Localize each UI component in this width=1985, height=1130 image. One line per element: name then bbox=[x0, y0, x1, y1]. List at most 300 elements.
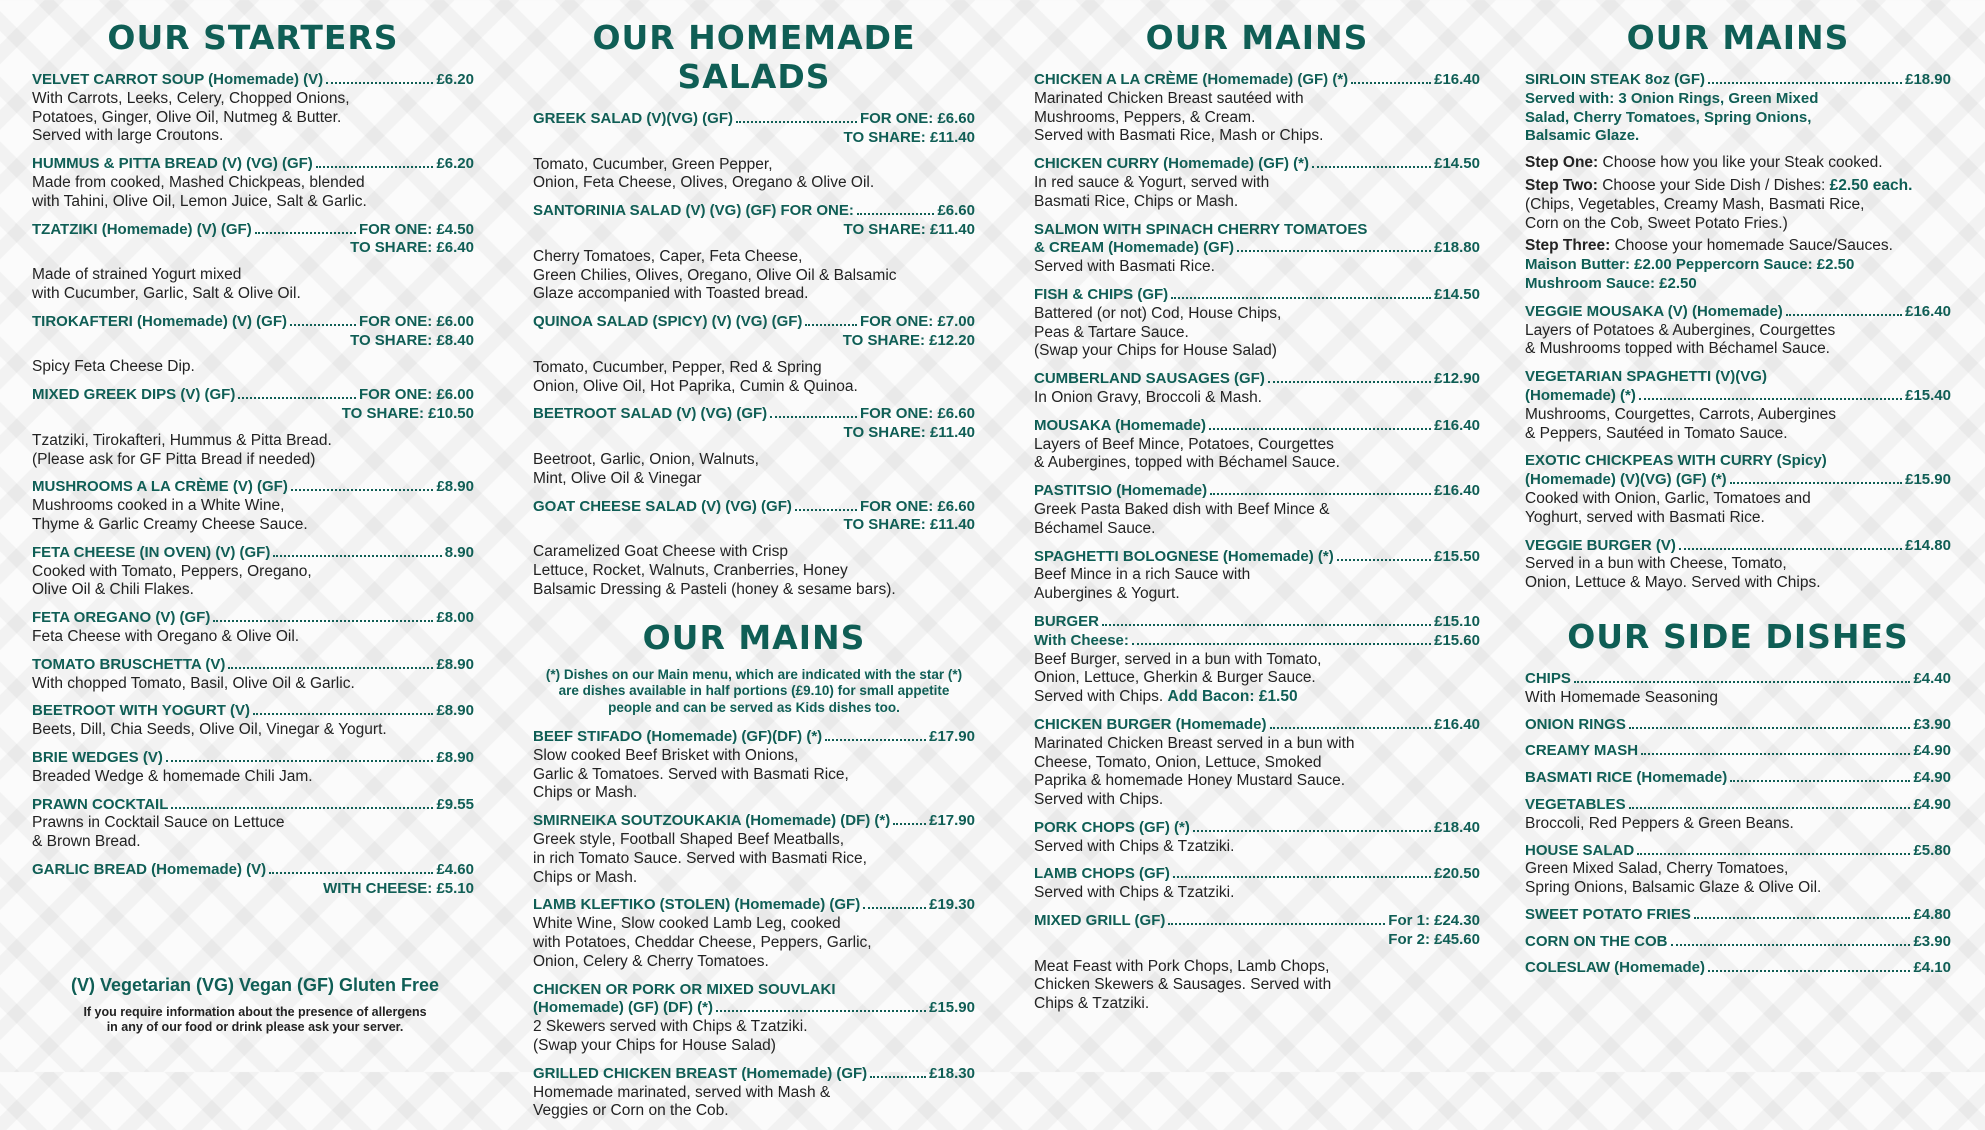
item-name-row bbox=[533, 999, 975, 1018]
item-price: £4.90 bbox=[1913, 742, 1951, 760]
item-description bbox=[533, 747, 975, 803]
item-name: PRAWN COCKTAIL bbox=[32, 795, 169, 813]
item-price: £19.30 bbox=[929, 896, 975, 914]
item-name: MUSHROOMS A LA CRÈME (V) (GF) bbox=[32, 478, 288, 496]
item-name-line: EXOTIC CHICKPEAS WITH CURRY (Spicy) bbox=[1525, 452, 1827, 470]
dot-leader bbox=[1168, 923, 1385, 925]
steak-step-two bbox=[1525, 177, 1951, 233]
section-title-mains-b: OUR MAINS bbox=[1145, 18, 1369, 57]
item-name: BEETROOT WITH YOGURT (V) bbox=[32, 702, 251, 720]
item-name-row bbox=[32, 749, 474, 768]
description-text: Served with Chips & Tzatziki. bbox=[1034, 884, 1235, 902]
dot-leader bbox=[1210, 493, 1431, 495]
column-salads-mains bbox=[533, 18, 975, 1130]
menu-item bbox=[32, 313, 474, 377]
description-text: Cooked with Onion, Garlic, Tomatoes and Yoghurt, served with Basmati Rice. bbox=[1525, 489, 1811, 526]
item-price: £4.10 bbox=[1913, 959, 1951, 977]
item-description bbox=[32, 814, 474, 852]
steak-step-three bbox=[1525, 237, 1951, 293]
item-price: £6.20 bbox=[436, 155, 474, 173]
item-name: TOMATO BRUSCHETTA (V) bbox=[32, 655, 226, 673]
dot-leader bbox=[1730, 780, 1910, 782]
item-name-row bbox=[1525, 387, 1951, 406]
item-name: BEEF STIFADO (Homemade) (GF)(DF) (*) bbox=[533, 728, 823, 746]
item-price: £6.20 bbox=[436, 71, 474, 88]
menu-item bbox=[32, 221, 474, 304]
item-name: PORK CHOPS (GF) (*) bbox=[1034, 818, 1190, 836]
menu-item bbox=[1034, 370, 1480, 408]
item-name-row bbox=[1525, 796, 1951, 815]
item-name: SANTORINIA SALAD (V) (VG) (GF) FOR ONE: bbox=[533, 202, 854, 220]
item-description bbox=[1034, 90, 1480, 146]
item-name-row bbox=[1034, 819, 1480, 838]
variant-price: £15.60 bbox=[1434, 631, 1480, 649]
steak-item bbox=[1525, 71, 1951, 294]
item-name-row bbox=[1034, 548, 1480, 567]
item-name-row bbox=[1034, 71, 1480, 90]
item-price: £8.90 bbox=[436, 702, 474, 720]
item-name: CHIPS bbox=[1525, 669, 1571, 687]
dot-leader bbox=[228, 667, 433, 669]
dot-leader bbox=[213, 620, 433, 622]
item-name: CHICKEN CURRY (Homemade) (GF) (*) bbox=[1034, 155, 1310, 173]
item-description bbox=[1034, 884, 1480, 903]
item-name-row bbox=[32, 313, 474, 332]
item-description bbox=[1525, 689, 1951, 708]
item-description bbox=[1034, 305, 1480, 361]
item-price: For 1: £24.30 bbox=[1388, 912, 1480, 930]
section-title-salads: OUR HOMEMADE SALADS bbox=[592, 18, 916, 96]
item-name: GREEK SALAD (V)(VG) (GF) bbox=[533, 110, 733, 127]
item-name-row bbox=[1525, 716, 1951, 735]
description-text: Marinated Chicken Breast sautéed with Mushrooms, Peppers, & Cream. Served with Basmati Rice, Mash or Chips. bbox=[1034, 89, 1324, 145]
description-text: Beef Burger, served in a bun with Tomato, Onion, Lettuce, Gherkin & Burger Sauce. Served with Chips. bbox=[1034, 650, 1322, 706]
dot-leader bbox=[1786, 314, 1902, 316]
description-text: Prawns in Cocktail Sauce on Lettuce & Brown Bread. bbox=[32, 814, 285, 851]
description-text: Green Mixed Salad, Cherry Tomatoes, Spring Onions, Balsamic Glaze & Olive Oil. bbox=[1525, 860, 1822, 897]
dot-leader bbox=[273, 555, 441, 557]
column-mains-b bbox=[1034, 18, 1480, 1023]
description-text: Breaded Wedge & homemade Chili Jam. bbox=[32, 767, 313, 785]
steak-sauces: Maison Butter: £2.00 Peppercorn Sauce: £2.50 Mushroom Sauce: £2.50 bbox=[1525, 256, 1855, 292]
item-price: £18.90 bbox=[1905, 71, 1951, 88]
item-name-row bbox=[1034, 482, 1480, 501]
description-text: Served with Basmati Rice. bbox=[1034, 258, 1215, 276]
item-price: £4.80 bbox=[1913, 905, 1951, 923]
item-name-line: CHICKEN OR PORK OR MIXED SOUVLAKI bbox=[533, 980, 836, 998]
item-name: GRILLED CHICKEN BREAST (Homemade) (GF) bbox=[533, 1064, 868, 1082]
menu-item bbox=[32, 702, 474, 740]
step-text: Choose how you like your Steak cooked. bbox=[1598, 154, 1883, 172]
dot-leader bbox=[1629, 727, 1911, 729]
item-name: VELVET CARROT SOUP (Homemade) (V) bbox=[32, 71, 324, 88]
description-text: Served with Chips & Tzatziki. bbox=[1034, 837, 1235, 855]
item-price: FOR ONE: £6.60 bbox=[859, 497, 975, 515]
item-price: £14.50 bbox=[1434, 155, 1480, 173]
step-label: Step Three: bbox=[1525, 237, 1611, 255]
description-text: Mushrooms, Courgettes, Carrots, Aubergines & Peppers, Sautéed in Tomato Sauce. bbox=[1525, 405, 1836, 442]
item-price: £8.90 bbox=[436, 655, 474, 673]
item-price: £4.60 bbox=[436, 860, 474, 878]
dot-leader bbox=[1708, 82, 1902, 84]
dot-leader bbox=[857, 213, 935, 215]
dot-leader bbox=[1193, 830, 1431, 832]
item-description bbox=[32, 721, 474, 740]
item-name-row bbox=[1525, 933, 1951, 952]
description-text: Beets, Dill, Chia Seeds, Olive Oil, Vinegar & Yogurt. bbox=[32, 721, 387, 739]
description-text: Feta Cheese with Oregano & Olive Oil. bbox=[32, 627, 300, 645]
item-price: £4.90 bbox=[1913, 769, 1951, 787]
menu-item bbox=[1525, 906, 1951, 925]
item-name-line: VEGETARIAN SPAGHETTI (V)(VG) bbox=[1525, 368, 1767, 386]
menu-item bbox=[533, 896, 975, 971]
dot-leader bbox=[238, 397, 356, 399]
item-share-price: TO SHARE: £12.20 bbox=[842, 331, 975, 349]
item-price: £16.40 bbox=[1434, 416, 1480, 434]
description-text: Tomato, Cucumber, Pepper, Red & Spring Onion, Olive Oil, Hot Paprika, Cumin & Quinoa. bbox=[533, 358, 858, 395]
item-name-row bbox=[1034, 239, 1480, 258]
item-name-row bbox=[1525, 959, 1951, 978]
item-name: VEGETABLES bbox=[1525, 795, 1626, 813]
item-description bbox=[533, 915, 975, 971]
description-text: Slow cooked Beef Brisket with Onions, Garlic & Tomatoes. Served with Basmati Rice, Chips or Mash. bbox=[533, 746, 849, 802]
item-name-row bbox=[1034, 370, 1480, 389]
description-text: In red sauce & Yogurt, served with Basmati Rice, Chips or Mash. bbox=[1034, 173, 1270, 210]
item-price: £3.90 bbox=[1913, 932, 1951, 950]
menu-item bbox=[1034, 482, 1480, 538]
menu-item bbox=[32, 386, 474, 469]
dot-leader bbox=[1708, 970, 1910, 972]
item-price: FOR ONE: £6.60 bbox=[859, 405, 975, 423]
item-description bbox=[32, 432, 474, 470]
item-price: £15.90 bbox=[929, 999, 975, 1017]
menu-item bbox=[32, 544, 474, 600]
description-text: Greek style, Football Shaped Beef Meatballs, in rich Tomato Sauce. Served with Basmati Rice, Chips or Mash. bbox=[533, 831, 867, 886]
dot-leader bbox=[1629, 807, 1911, 809]
item-price: £4.90 bbox=[1913, 795, 1951, 813]
item-price: £14.80 bbox=[1905, 536, 1951, 554]
dot-leader bbox=[1679, 548, 1902, 550]
description-text: Made from cooked, Mashed Chickpeas, blended with Tahini, Olive Oil, Lemon Juice, Salt & Garlic. bbox=[32, 173, 367, 210]
item-price: £5.80 bbox=[1913, 841, 1951, 859]
item-name: CORN ON THE COB bbox=[1525, 932, 1668, 950]
menu-item bbox=[1034, 286, 1480, 361]
item-description bbox=[1034, 258, 1480, 277]
dot-leader bbox=[1351, 82, 1431, 84]
item-description bbox=[533, 156, 975, 194]
item-description bbox=[1525, 406, 1951, 444]
menu-item bbox=[1525, 303, 1951, 359]
menu-item bbox=[1034, 548, 1480, 604]
step-label: Step Two: bbox=[1525, 176, 1598, 194]
step-text: Choose your homemade Sauce/Sauces. bbox=[1610, 237, 1893, 255]
menu-item bbox=[1034, 819, 1480, 857]
item-name: GARLIC BREAD (Homemade) (V) bbox=[32, 860, 267, 878]
dot-leader bbox=[893, 823, 926, 825]
item-name-line: SALMON WITH SPINACH CHERRY TOMATOES bbox=[1034, 220, 1368, 238]
dot-leader bbox=[1209, 428, 1431, 430]
description-text: Layers of Beef Mince, Potatoes, Courgettes & Aubergines, topped with Béchamel Sauce. bbox=[1034, 435, 1340, 472]
dot-leader bbox=[863, 907, 926, 909]
menu-item bbox=[1525, 537, 1951, 593]
menu-item bbox=[533, 498, 975, 600]
item-name: TZATZIKI (Homemade) (V) (GF) bbox=[32, 220, 252, 238]
menu-item bbox=[533, 728, 975, 803]
half-portion-note: (*) Dishes on our Main menu, which are indicated with the star (*) are dishes available in half portions (£9.10) for small appetite people and can be served as Kids dishes too. bbox=[545, 666, 963, 715]
item-description bbox=[533, 248, 975, 304]
item-share-price: TO SHARE: £11.40 bbox=[843, 128, 975, 146]
dot-leader bbox=[326, 82, 433, 84]
item-description bbox=[32, 358, 474, 377]
menu-item bbox=[32, 749, 474, 787]
menu-item bbox=[32, 478, 474, 534]
section-title-starters: OUR STARTERS bbox=[107, 18, 399, 57]
item-name-row bbox=[533, 728, 975, 747]
item-price: £8.90 bbox=[436, 478, 474, 496]
item-description bbox=[533, 451, 975, 489]
item-share-price: TO SHARE: £11.40 bbox=[843, 424, 975, 442]
steak-step-one bbox=[1525, 154, 1951, 173]
item-description bbox=[1034, 566, 1480, 604]
dot-leader bbox=[166, 760, 434, 762]
item-share-price: TO SHARE: £6.40 bbox=[350, 239, 474, 257]
dot-leader bbox=[1270, 727, 1432, 729]
item-price: £17.90 bbox=[929, 728, 975, 746]
item-description bbox=[1525, 860, 1951, 898]
description-text: 2 Skewers served with Chips & Tzatziki. (Swap your Chips for House Salad) bbox=[533, 1018, 808, 1054]
section-title-sides: OUR SIDE DISHES bbox=[1567, 616, 1909, 656]
item-name-row bbox=[533, 1065, 975, 1084]
item-name: BURGER bbox=[1034, 612, 1100, 630]
item-name: SIRLOIN STEAK 8oz (GF) bbox=[1525, 71, 1705, 88]
description-text: Battered (or not) Cod, House Chips, Peas & Tartare Sauce. (Swap your Chips for House Salad) bbox=[1034, 304, 1282, 360]
item-price: £8.00 bbox=[436, 609, 474, 627]
description-text: In Onion Gravy, Broccoli & Mash. bbox=[1034, 388, 1262, 406]
item-price: £9.55 bbox=[436, 795, 474, 813]
menu-item bbox=[1525, 670, 1951, 708]
description-text: With chopped Tomato, Basil, Olive Oil & Garlic. bbox=[32, 674, 355, 692]
item-name: LAMB KLEFTIKO (STOLEN) (Homemade) (GF) bbox=[533, 896, 861, 914]
allergen-note: If you require information about the presence of allergens in any of our food or drink please ask your server. bbox=[83, 1005, 427, 1034]
dot-leader bbox=[870, 1076, 926, 1078]
item-name-row bbox=[32, 71, 474, 90]
item-description bbox=[1034, 501, 1480, 539]
item-share-price: For 2: £45.60 bbox=[1388, 930, 1480, 948]
item-name-row bbox=[1525, 670, 1951, 689]
item-name: (Homemade) (*) bbox=[1525, 386, 1636, 404]
item-name-row bbox=[1525, 537, 1951, 556]
dot-leader bbox=[1574, 681, 1911, 683]
item-name: VEGGIE MOUSAKA (V) (Homemade) bbox=[1525, 302, 1783, 320]
item-price: £18.40 bbox=[1434, 818, 1480, 836]
menu-item bbox=[1034, 865, 1480, 903]
item-description bbox=[32, 563, 474, 601]
dot-leader bbox=[770, 416, 857, 418]
description-text: Cooked with Tomato, Peppers, Oregano, Olive Oil & Chili Flakes. bbox=[32, 562, 312, 599]
item-description bbox=[533, 359, 975, 397]
description-text: Meat Feast with Pork Chops, Lamb Chops, Chicken Skewers & Sausages. Served with Chips & Tzatziki. bbox=[1034, 957, 1332, 1013]
dot-leader bbox=[716, 1010, 926, 1012]
description-text: Beetroot, Garlic, Onion, Walnuts, Mint, Olive Oil & Vinegar bbox=[533, 450, 759, 487]
item-name: BEETROOT SALAD (V) (VG) (GF) bbox=[533, 405, 768, 423]
item-price: FOR ONE: £7.00 bbox=[859, 313, 975, 331]
menu-item bbox=[32, 609, 474, 647]
item-name-row bbox=[32, 702, 474, 721]
item-price: £12.90 bbox=[1434, 370, 1480, 388]
dot-leader bbox=[825, 739, 926, 741]
item-description bbox=[32, 174, 474, 212]
description-text: White Wine, Slow cooked Lamb Leg, cooked with Potatoes, Cheddar Cheese, Peppers, Garlic, Onion, Celery & Cherry Tomatoes. bbox=[533, 915, 872, 970]
item-variant-row bbox=[1034, 632, 1480, 651]
item-description bbox=[533, 1084, 975, 1122]
dot-leader bbox=[795, 509, 857, 511]
item-price: £14.50 bbox=[1434, 285, 1480, 303]
item-description bbox=[533, 543, 975, 599]
item-name-row bbox=[32, 544, 474, 563]
dot-leader bbox=[1637, 853, 1910, 855]
dot-leader bbox=[1639, 398, 1902, 400]
description-text: Tomato, Cucumber, Green Pepper, Onion, Feta Cheese, Olives, Oregano & Olive Oil. bbox=[533, 155, 875, 192]
item-share-price: TO SHARE: £10.50 bbox=[341, 404, 474, 422]
description-text: Layers of Potatoes & Aubergines, Courgettes & Mushrooms topped with Béchamel Sauce. bbox=[1525, 321, 1836, 358]
item-description bbox=[533, 831, 975, 887]
item-name: (Homemade) (GF) (DF) (*) bbox=[533, 999, 713, 1017]
item-name-row bbox=[32, 656, 474, 675]
item-name-row bbox=[1525, 71, 1951, 90]
dot-leader bbox=[1268, 381, 1431, 383]
menu-item bbox=[533, 812, 975, 887]
item-description bbox=[32, 266, 474, 304]
item-price: FOR ONE: £6.00 bbox=[358, 312, 474, 330]
item-name-row bbox=[533, 313, 975, 332]
description-text: Cherry Tomatoes, Caper, Feta Cheese, Green Chilies, Olives, Oregano, Olive Oil & Balsamic Glaze accompanied with Toasted bread. bbox=[533, 247, 897, 303]
menu-item bbox=[1034, 155, 1480, 211]
dot-leader bbox=[1671, 944, 1911, 946]
item-extra: Add Bacon: £1.50 bbox=[1167, 688, 1298, 706]
description-text: Spicy Feta Cheese Dip. bbox=[32, 358, 195, 376]
menu-item bbox=[1034, 613, 1480, 707]
dot-leader bbox=[290, 324, 356, 326]
item-name-row bbox=[533, 812, 975, 831]
item-name-row bbox=[1525, 769, 1951, 788]
item-name: HOUSE SALAD bbox=[1525, 841, 1635, 859]
menu-item bbox=[1525, 796, 1951, 834]
item-description bbox=[32, 497, 474, 535]
item-price: £16.40 bbox=[1434, 71, 1480, 88]
menu-item bbox=[1525, 368, 1951, 443]
description-text: With Homemade Seasoning bbox=[1525, 688, 1718, 706]
item-price: £15.10 bbox=[1434, 612, 1480, 630]
item-name: & CREAM (Homemade) (GF) bbox=[1034, 239, 1235, 257]
item-name: COLESLAW (Homemade) bbox=[1525, 959, 1706, 977]
item-description bbox=[1034, 958, 1480, 1014]
item-name-row bbox=[533, 896, 975, 915]
dot-leader bbox=[1171, 297, 1431, 299]
item-name: MIXED GRILL (GF) bbox=[1034, 912, 1166, 930]
dot-leader bbox=[1173, 876, 1431, 878]
step-price: £2.50 each. bbox=[1829, 176, 1913, 194]
item-name-row bbox=[533, 202, 975, 221]
item-price: £16.40 bbox=[1905, 302, 1951, 320]
item-price: 8.90 bbox=[444, 543, 474, 561]
menu-item bbox=[1525, 769, 1951, 788]
step-label: Step One: bbox=[1525, 154, 1599, 172]
item-description bbox=[32, 90, 474, 146]
dot-leader bbox=[736, 121, 857, 123]
dot-leader bbox=[1694, 917, 1911, 919]
description-text: Homemade marinated, served with Mash & Veggies or Corn on the Cob. bbox=[533, 1083, 831, 1120]
item-name-row bbox=[1525, 303, 1951, 322]
item-name: HUMMUS & PITTA BREAD (V) (VG) (GF) bbox=[32, 155, 313, 173]
item-name-row bbox=[533, 110, 975, 129]
item-share-price: TO SHARE: £11.40 bbox=[843, 516, 975, 534]
dot-leader bbox=[171, 807, 433, 809]
item-name-row bbox=[1525, 471, 1951, 490]
item-price: £20.50 bbox=[1434, 865, 1480, 883]
item-description bbox=[1034, 651, 1480, 707]
item-name-row bbox=[533, 405, 975, 424]
step-text: Choose your Side Dish / Dishes: bbox=[1597, 176, 1830, 194]
item-name: SMIRNEIKA SOUTZOUKAKIA (Homemade) (DF) (*) bbox=[533, 812, 891, 830]
menu-item bbox=[32, 656, 474, 694]
starters-list bbox=[32, 71, 474, 898]
item-name-row bbox=[1034, 716, 1480, 735]
dot-leader bbox=[1730, 482, 1902, 484]
description-text: With Carrots, Leeks, Celery, Chopped Onions, Potatoes, Ginger, Olive Oil, Nutmeg & Butter. Served with large Croutons. bbox=[32, 89, 350, 145]
description-text: Broccoli, Red Peppers & Green Beans. bbox=[1525, 814, 1794, 832]
dot-leader bbox=[1312, 166, 1431, 168]
item-price: £4.40 bbox=[1913, 669, 1951, 687]
item-name-row bbox=[1034, 865, 1480, 884]
item-price: £18.30 bbox=[929, 1064, 975, 1082]
menu-item bbox=[1034, 221, 1480, 277]
item-name: SPAGHETTI BOLOGNESE (Homemade) (*) bbox=[1034, 547, 1334, 565]
menu-item bbox=[1525, 933, 1951, 952]
item-name: BRIE WEDGES (V) bbox=[32, 748, 163, 766]
item-name: CREAMY MASH bbox=[1525, 742, 1639, 760]
description-text: Mushrooms cooked in a White Wine, Thyme & Garlic Creamy Cheese Sauce. bbox=[32, 497, 308, 533]
description-text: Made of strained Yogurt mixed with Cucumber, Garlic, Salt & Olive Oil. bbox=[32, 266, 301, 302]
menu-item bbox=[1525, 716, 1951, 735]
item-price: £18.80 bbox=[1434, 239, 1480, 257]
dot-leader bbox=[291, 489, 434, 491]
description-text: Marinated Chicken Breast served in a bun with Cheese, Tomato, Onion, Lettuce, Smoked Paprika & homemade Honey Mustard Sauce. Served with Chips. bbox=[1034, 734, 1355, 809]
item-name-row bbox=[1034, 417, 1480, 436]
item-price: £8.90 bbox=[436, 748, 474, 766]
menu-item bbox=[1034, 912, 1480, 1014]
item-description bbox=[1034, 838, 1480, 857]
menu-item bbox=[1034, 71, 1480, 146]
item-share-price: WITH CHEESE: £5.10 bbox=[323, 879, 474, 897]
item-name: SWEET POTATO FRIES bbox=[1525, 905, 1691, 923]
item-price: £16.40 bbox=[1434, 715, 1480, 733]
item-name: PASTITSIO (Homemade) bbox=[1034, 482, 1208, 500]
item-name-row bbox=[32, 155, 474, 174]
menu-item bbox=[32, 796, 474, 852]
menu-item bbox=[1525, 452, 1951, 527]
item-price: FOR ONE: £6.00 bbox=[358, 386, 474, 404]
sides-list bbox=[1525, 670, 1951, 978]
menu-item bbox=[32, 861, 474, 899]
item-description bbox=[1034, 735, 1480, 810]
variant-label: With Cheese: bbox=[1034, 631, 1129, 649]
section-title-mains: OUR MAINS bbox=[642, 617, 866, 657]
item-name: MIXED GREEK DIPS (V) (GF) bbox=[32, 386, 236, 404]
menu-item bbox=[533, 405, 975, 488]
item-name: (Homemade) (V)(VG) (GF) (*) bbox=[1525, 471, 1727, 489]
description-text: Served in a bun with Cheese, Tomato, Onion, Lettuce & Mayo. Served with Chips. bbox=[1525, 555, 1821, 592]
menu-item bbox=[533, 981, 975, 1056]
